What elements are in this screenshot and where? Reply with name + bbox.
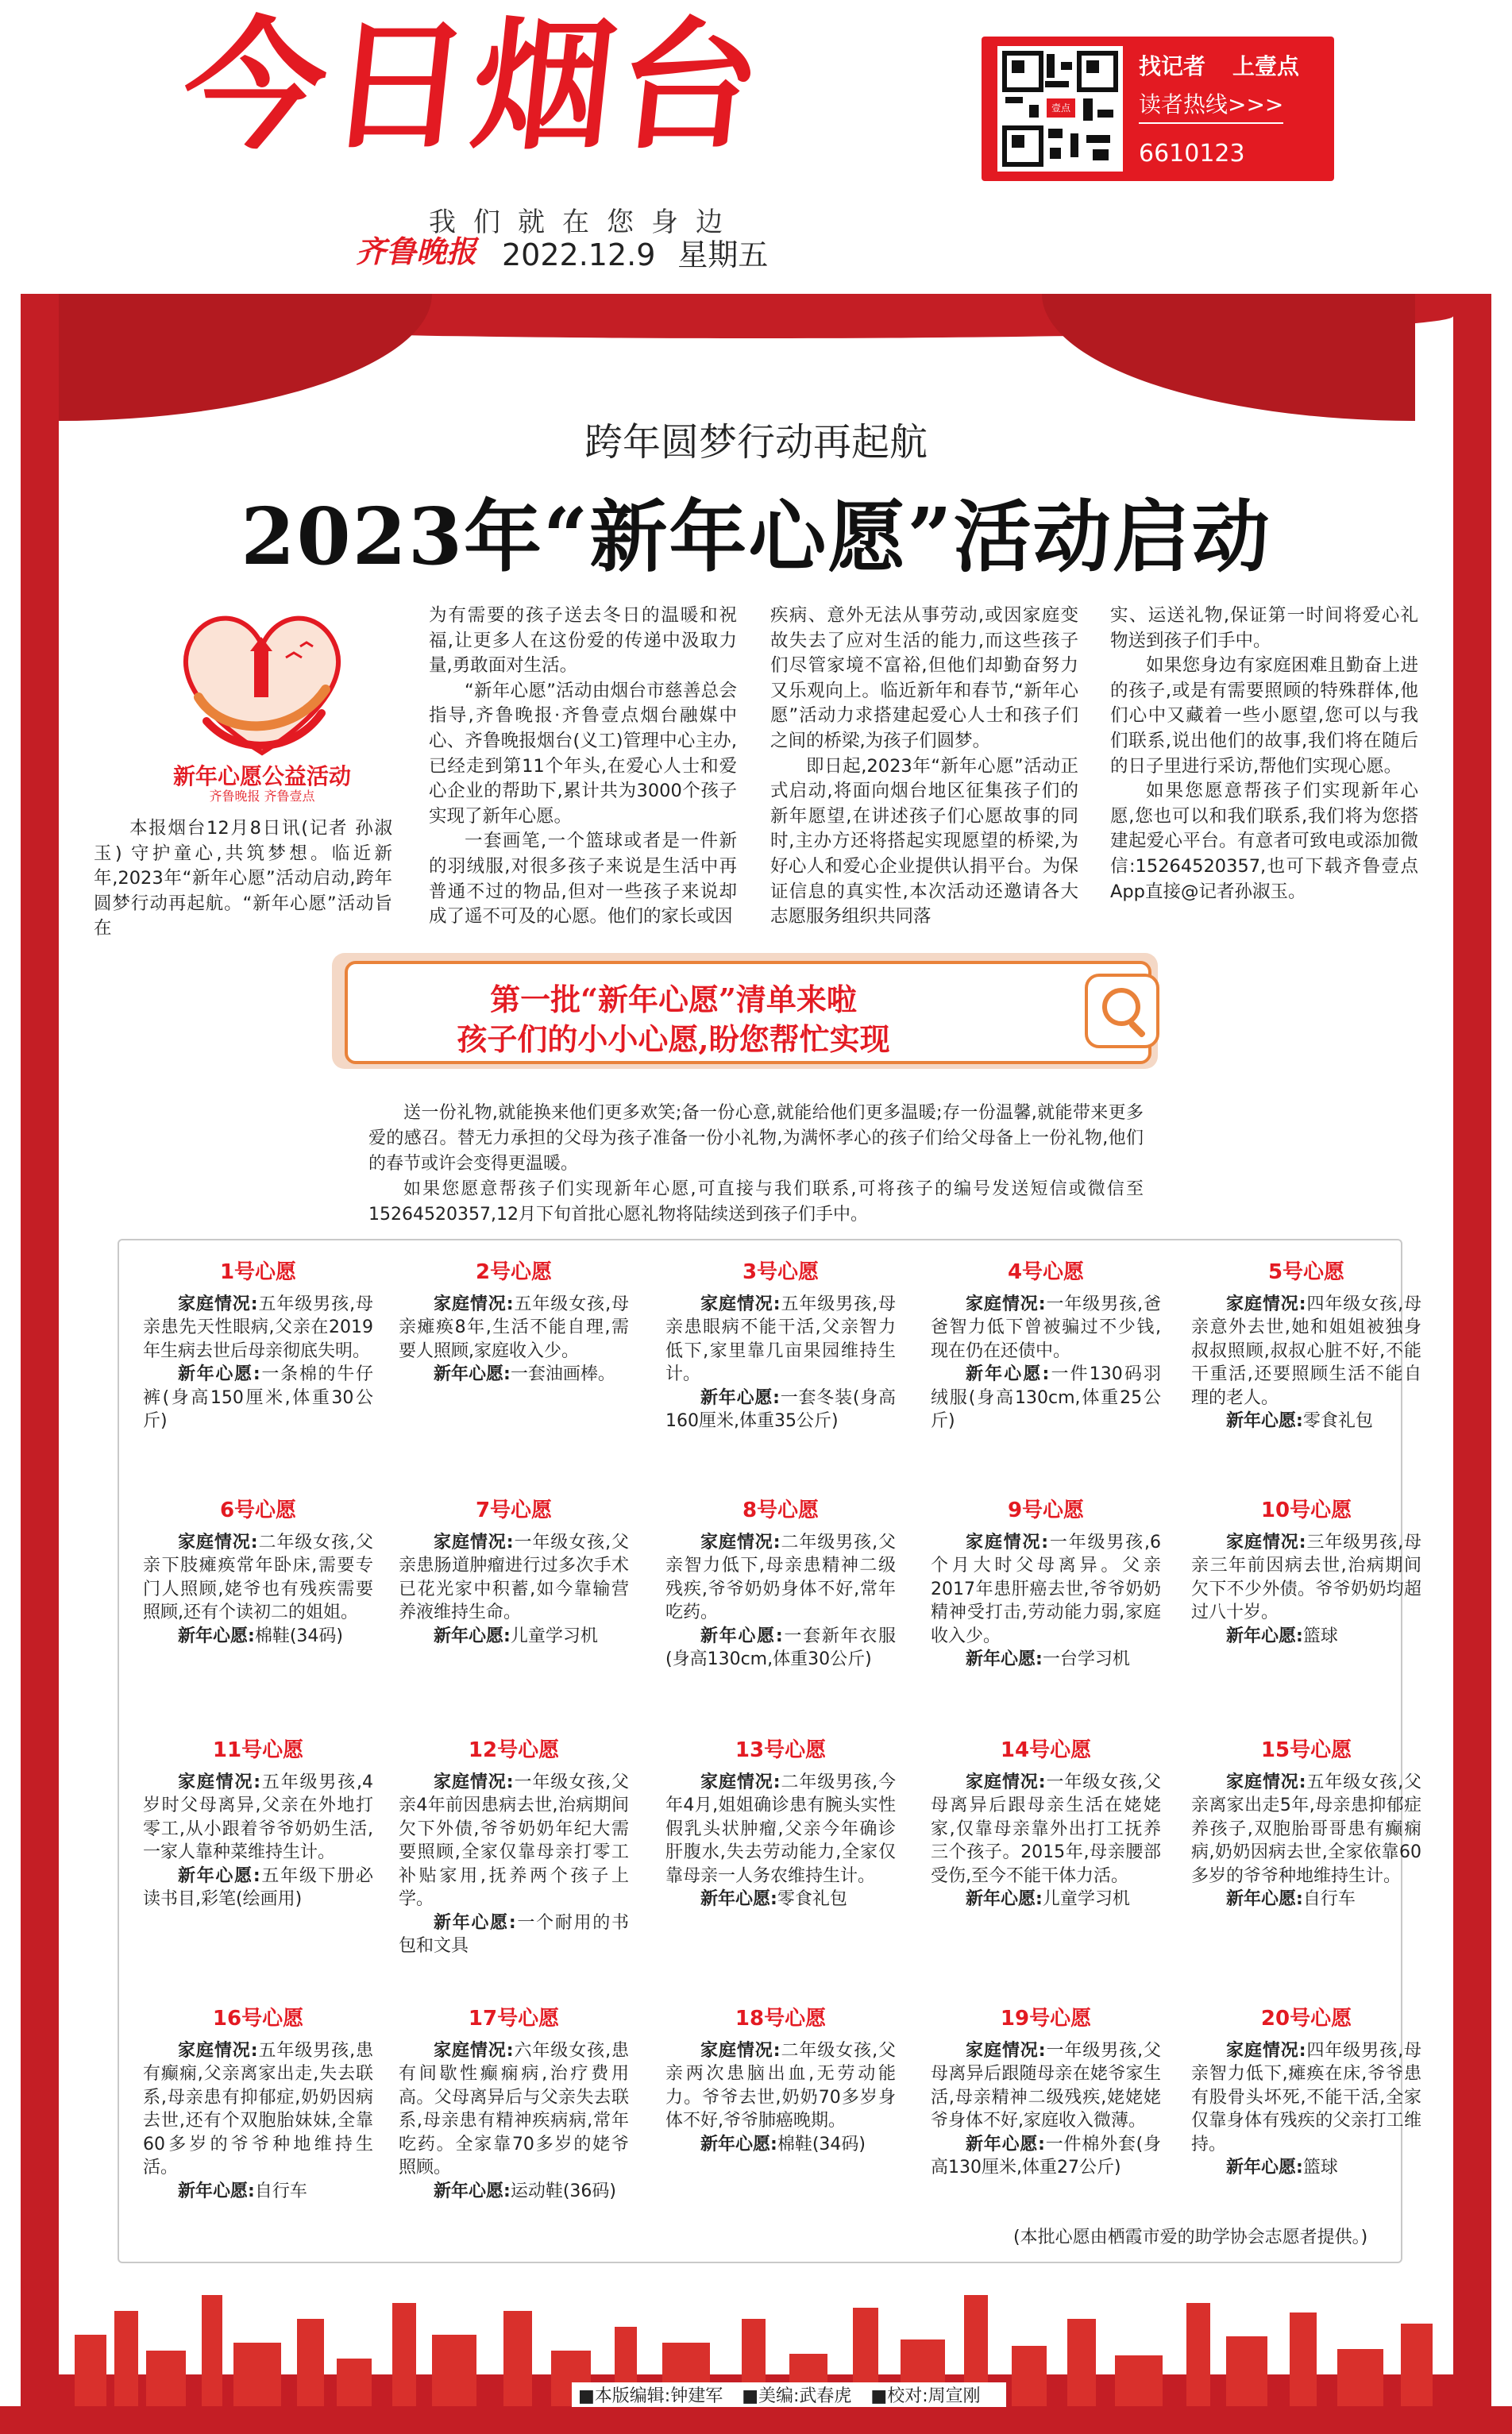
- wish-title: 7号心愿: [475, 1499, 553, 1522]
- wish-family: [665, 1771, 896, 1888]
- wish-text: 自行车: [254, 2181, 307, 2201]
- wish-label: 新年心愿:: [966, 1889, 1043, 1909]
- wish-label: 新年心愿:: [434, 1626, 511, 1646]
- wish-family: [143, 1771, 373, 1865]
- wish-item: [665, 1888, 896, 1911]
- wish-label: 新年心愿:: [966, 2134, 1045, 2154]
- family-label: 家庭情况:: [966, 1294, 1046, 1314]
- wish-title: 16号心愿: [212, 2007, 304, 2031]
- wish-card: [399, 2008, 629, 2203]
- wish-card: [931, 1739, 1161, 1911]
- family-text: 五年级女孩,父亲离家出走5年,母亲患抑郁症养孩子,双胞胎哥哥患有癫痫病,奶奶因病去世,全家依靠60多岁的爷爷种地维持生计。: [1191, 1772, 1421, 1886]
- family-label: 家庭情况:: [700, 1532, 781, 1553]
- wish-item: [931, 1363, 1161, 1433]
- family-label: 家庭情况:: [966, 2040, 1046, 2061]
- article-paragraph: 如果您身边有家庭困难且勤奋上进的孩子,或是有需要照顾的特殊群体,他们心中又藏着一些小愿望,您可以与我们联系,说出他们的故事,我们将在随后的日子里进行采访,帮他们实现心愿。: [1110, 655, 1418, 777]
- wish-card: [931, 1261, 1161, 1433]
- wish-text: 一套冬装(身高160厘米,体重35公斤): [665, 1387, 896, 1431]
- wish-family: [399, 1293, 629, 1364]
- family-text: 五年级男孩,母亲患眼病不能干活,父亲智力低下,家里靠几亩果园维持生计。: [665, 1294, 896, 1384]
- wish-card: [1191, 1499, 1421, 1648]
- article-subtitle: 跨年圆梦行动再起航: [584, 420, 928, 465]
- wish-title: 11号心愿: [212, 1738, 304, 1762]
- wish-card: [143, 1499, 373, 1648]
- wish-card: [399, 1739, 629, 1958]
- family-text: 一年级女孩,父亲患肠道肿瘤进行过多次手术已花光家中积蓄,如今靠输营养液维持生命。: [399, 1532, 629, 1622]
- article-paragraph: 即日起,2023年“新年心愿”活动正式启动,将面向烟台地区征集孩子们的新年愿望,在讲述孩子们心愿故事的同时,主办方还将搭起实现愿望的桥梁,为好心人和爱心企业提供认捐平台。为保证信息的真实性,本次活动还邀请各大志愿服务组织共同落: [770, 755, 1078, 928]
- wish-title: 5号心愿: [1267, 1260, 1345, 1284]
- wish-text: 一套新年衣服(身高130cm,体重30公斤): [665, 1626, 896, 1669]
- credit-proof: ■校对:周宣刚: [870, 2386, 981, 2406]
- wish-item: [931, 1888, 1161, 1911]
- wish-item: [143, 1363, 373, 1433]
- wish-text: 儿童学习机: [1042, 1889, 1130, 1909]
- contact-app: 上壹点: [1232, 53, 1300, 79]
- banner-line-1: 第一批“新年心愿”清单来啦: [490, 982, 857, 1017]
- wish-family: [143, 1531, 373, 1625]
- wish-label: 新年心愿:: [700, 2134, 777, 2154]
- page-credits: [572, 2382, 1006, 2407]
- issue-weekday: 星期五: [677, 237, 769, 272]
- wish-family: [143, 2039, 373, 2180]
- article-column-3: [770, 604, 1078, 930]
- family-text: 五年级男孩,母亲患先天性眼病,父亲在2019年生病去世后母亲彻底失明。: [143, 1294, 373, 1361]
- wish-family: [665, 1293, 896, 1387]
- wish-item: [143, 1625, 373, 1649]
- family-text: 五年级男孩,4岁时父母离异,父亲在外地打零工,从小跟着爷爷奶奶生活,一家人靠种菜维持生计。: [143, 1772, 373, 1862]
- wish-family: [1191, 2039, 1421, 2157]
- family-text: 五年级男孩,患有癫痫,父亲离家出走,失去联系,母亲患有抑郁症,奶奶因病去世,还有个双胞胎妹妹,全靠60多岁的爷爷种地维持生活。: [143, 2040, 373, 2177]
- wish-card: [665, 1739, 896, 1911]
- wish-text: 一套油画棒。: [510, 1364, 615, 1384]
- credit-editor: ■本版编辑:钟建军: [578, 2386, 723, 2406]
- wish-text: 一个耐用的书包和文具: [399, 1912, 629, 1956]
- article-headline: 2023年“新年心愿”活动启动: [241, 492, 1271, 583]
- family-text: 三年级男孩,母亲三年前因病去世,治病期间欠下不少外债。爷爷奶奶均超过八十岁。: [1191, 1532, 1421, 1622]
- wish-label: 新年心愿:: [434, 1364, 511, 1384]
- wish-item: [1191, 1888, 1421, 1911]
- wish-label: 新年心愿:: [434, 2181, 511, 2201]
- family-text: 四年级女孩,母亲意外去世,她和姐姐被独身叔叔照顾,叔叔心脏不好,不能干重活,还要照顾生活不能自理的老人。: [1191, 1294, 1421, 1408]
- article-paragraph: 本报烟台12月8日讯(记者 孙淑玉) 守护童心,共筑梦想。临近新年,2023年“新年心愿”活动启动,跨年圆梦行动再起航。“新年心愿”活动旨在: [94, 818, 392, 939]
- wish-title: 18号心愿: [735, 2007, 827, 2031]
- wish-label: 新年心愿:: [178, 1626, 255, 1646]
- article-paragraph: 如果您愿意帮孩子们实现新年心愿,您也可以和我们联系,我们将为您搭建起爱心平台。有意者可致电或添加微信:15264520357,也可下载齐鲁壹点App直接@记者孙淑玉。: [1110, 781, 1418, 902]
- banner-search-box: [345, 961, 1151, 1064]
- wish-family: [143, 1293, 373, 1364]
- wish-card: [399, 1261, 629, 1387]
- family-label: 家庭情况:: [700, 1772, 781, 1792]
- family-text: 五年级女孩,母亲瘫痪8年,生活不能自理,需要人照顾,家庭收入少。: [399, 1294, 629, 1361]
- wish-title: 12号心愿: [468, 1738, 560, 1762]
- page-footer-bar: [0, 2406, 1512, 2434]
- wish-item: [665, 1625, 896, 1672]
- wish-family: [665, 1531, 896, 1625]
- wish-family: [931, 2039, 1161, 2133]
- family-text: 二年级男孩,父亲智力低下,母亲患精神二级残疾,爷爷奶奶身体不好,常年吃药。: [665, 1532, 896, 1622]
- wish-title: 13号心愿: [735, 1738, 827, 1762]
- wish-label: 新年心愿:: [700, 1626, 783, 1646]
- heart-hands-icon: [175, 602, 349, 761]
- wish-family: [931, 1293, 1161, 1364]
- family-label: 家庭情况:: [434, 2040, 514, 2061]
- wish-label: 新年心愿:: [1226, 1411, 1303, 1431]
- wish-text: 篮球: [1302, 1626, 1338, 1646]
- slogan: 我们就在您身边: [429, 206, 740, 238]
- family-label: 家庭情况:: [966, 1532, 1049, 1553]
- intro-paragraph: 送一份礼物,就能换来他们更多欢笑;备一份心意,就能给他们更多温暖;存一份温馨,就能带来更多爱的感召。替无力承担的父母为孩子准备一份小礼物,为满怀孝心的孩子们给父母备上一份礼物,他们的春节或许会变得更温暖。: [368, 1103, 1144, 1174]
- family-label: 家庭情况:: [434, 1772, 514, 1792]
- wish-title: 19号心愿: [1000, 2007, 1092, 2031]
- wish-family: [1191, 1771, 1421, 1888]
- wish-title: 17号心愿: [468, 2007, 560, 2031]
- family-text: 一年级女孩,父母离异后跟母亲生活在姥姥家,仅靠母亲靠外出打工抚养三个孩子。2015年,母亲腰部受伤,至今不能干体力活。: [931, 1772, 1161, 1886]
- wish-item: [931, 2133, 1161, 2180]
- wish-title: 14号心愿: [1000, 1738, 1092, 1762]
- wish-family: [399, 1771, 629, 1911]
- article-column-1: [94, 816, 392, 942]
- wish-text: 一件130码羽绒服(身高130cm,体重25公斤): [931, 1364, 1161, 1431]
- wish-text: 运动鞋(36码): [510, 2181, 616, 2201]
- credit-art: ■美编:武春虎: [742, 2386, 852, 2406]
- family-label: 家庭情况:: [178, 1772, 261, 1792]
- wish-item: [665, 2133, 896, 2157]
- wish-text: 儿童学习机: [510, 1626, 598, 1646]
- dateline: [502, 230, 790, 274]
- family-text: 六年级女孩,患有间歇性癫痫病,治疗费用高。父母离异后与父亲失去联系,母亲患有精神疾病病,常年吃药。全家靠70多岁的姥爷照顾。: [399, 2040, 629, 2177]
- family-label: 家庭情况:: [1226, 1294, 1306, 1314]
- reader-hotline-number[interactable]: 6610123: [1139, 140, 1245, 168]
- wish-label: 新年心愿:: [434, 1912, 516, 1933]
- family-text: 一年级男孩,父母离异后跟随母亲在姥爷家生活,母亲精神二级残疾,姥姥姥爷身体不好,家庭收入微薄。: [931, 2040, 1161, 2131]
- wish-title: 2号心愿: [475, 1260, 553, 1284]
- masthead: [0, 0, 1512, 294]
- family-text: 一年级男孩,6个月大时父母离异。父亲2017年患肝癌去世,爷爷奶奶精神受打击,劳动能力弱,家庭收入少。: [931, 1532, 1161, 1646]
- wish-item: [399, 1363, 629, 1387]
- family-label: 家庭情况:: [178, 2040, 258, 2061]
- wish-text: 零食礼包: [1302, 1411, 1373, 1431]
- wish-card: [399, 1499, 629, 1648]
- family-text: 二年级女孩,父亲两次患脑出血,无劳动能力。爷爷去世,奶奶70多岁身体不好,爷爷肺癌晚期。: [665, 2040, 896, 2131]
- wish-card: [1191, 2008, 1421, 2180]
- family-text: 一年级男孩,爸爸智力低下曾被骗过不少钱,现在仍在还债中。: [931, 1294, 1161, 1361]
- wish-card: [665, 2008, 896, 2156]
- wish-family: [399, 1531, 629, 1625]
- wish-title: 10号心愿: [1260, 1499, 1352, 1522]
- wish-card: [931, 1499, 1161, 1672]
- article-paragraph: 为有需要的孩子送去冬日的温暖和祝福,让更多人在这份爱的传递中汲取力量,勇敢面对生活。: [429, 605, 737, 677]
- family-label: 家庭情况:: [434, 1532, 514, 1553]
- wish-title: 6号心愿: [219, 1499, 297, 1522]
- family-text: 二年级男孩,今年4月,姐姐确诊患有腕头实性假乳头状肿瘤,父亲今年确诊肝腹水,失去劳动能力,全家仅靠母亲一人务农维持生计。: [665, 1772, 896, 1886]
- qr-code-icon[interactable]: [997, 46, 1123, 172]
- wish-label: 新年心愿:: [966, 1649, 1043, 1669]
- banner-line-2: 孩子们的小小心愿,盼您帮忙实现: [457, 1021, 890, 1057]
- wish-title: 8号心愿: [742, 1499, 820, 1522]
- wish-card: [931, 2008, 1161, 2180]
- contact-line-1: [1139, 49, 1299, 81]
- article-paragraph: 实、运送礼物,保证第一时间将爱心礼物送到孩子们手中。: [1110, 605, 1418, 651]
- wish-text: 一条棉的牛仔裤(身高150厘米,体重30公斤): [143, 1364, 373, 1431]
- wish-title: 20号心愿: [1260, 2007, 1352, 2031]
- wish-item: [399, 1911, 629, 1958]
- wish-item: [143, 2180, 373, 2204]
- wish-text: 五年级下册必读书目,彩笔(绘画用): [143, 1865, 373, 1909]
- family-label: 家庭情况:: [1226, 2040, 1306, 2061]
- article-paragraph: 疾病、意外无法从事劳动,或因家庭变故失去了应对生活的能力,而这些孩子们尽管家境不富裕,但他们却勤奋努力又乐观向上。临近新年和春节,“新年心愿”活动力求搭建起爱心人士和孩子们之间的桥梁,为孩子们圆梦。: [770, 605, 1078, 751]
- wish-item: [931, 1648, 1161, 1672]
- article-paragraph: “新年心愿”活动由烟台市慈善总会指导,齐鲁晚报·齐鲁壹点烟台融媒中心、齐鲁晚报烟台(义工)管理中心主办,已经走到第11个年头,在爱心人士和爱心企业的帮助下,累计共为3000个孩子实现了新年心愿。: [429, 680, 737, 827]
- wish-family: [931, 1771, 1161, 1888]
- family-text: 四年级男孩,母亲智力低下,瘫痪在床,爷爷患有股骨头坏死,不能干活,全家仅靠身体有残疾的父亲打工维持。: [1191, 2040, 1421, 2154]
- wish-item: [399, 1625, 629, 1649]
- wish-label: 新年心愿:: [1226, 1889, 1303, 1909]
- wish-text: 棉鞋(34码): [777, 2134, 866, 2154]
- wish-item: [399, 2180, 629, 2204]
- wish-card: [1191, 1261, 1421, 1433]
- wish-label: 新年心愿:: [700, 1387, 780, 1408]
- intro-paragraph: 如果您愿意帮孩子们实现新年心愿,可直接与我们联系,可将孩子的编号发送短信或微信至15264520357,12月下旬首批心愿礼物将陆续送到孩子们手中。: [368, 1179, 1144, 1225]
- wish-label: 新年心愿:: [700, 1889, 777, 1909]
- wish-family: [1191, 1531, 1421, 1625]
- wish-family: [1191, 1293, 1421, 1410]
- wish-item: [143, 1865, 373, 1911]
- wish-text: 一台学习机: [1042, 1649, 1130, 1669]
- wish-title: 15号心愿: [1260, 1738, 1352, 1762]
- wish-text: 自行车: [1302, 1889, 1356, 1909]
- article-column-2: [429, 604, 737, 930]
- wish-title: 3号心愿: [742, 1260, 820, 1284]
- wish-item: [665, 1387, 896, 1433]
- family-label: 家庭情况:: [1226, 1772, 1306, 1792]
- wish-title: 4号心愿: [1007, 1260, 1085, 1284]
- paper-name: 齐鲁晚报: [356, 233, 477, 269]
- contact-find-reporter: 找记者: [1139, 53, 1206, 79]
- wish-card: [1191, 1739, 1421, 1911]
- family-text: 二年级女孩,父亲下肢瘫痪常年卧床,需要专门人照顾,姥爷也有残疾需要照顾,还有个读初二的姐姐。: [143, 1532, 373, 1622]
- wish-text: 篮球: [1302, 2158, 1338, 2177]
- wish-label: 新年心愿:: [966, 1364, 1050, 1384]
- wish-family: [665, 2039, 896, 2133]
- emblem-subtitle: 齐鲁晚报 齐鲁壹点: [209, 789, 315, 804]
- wish-title: 9号心愿: [1007, 1499, 1085, 1522]
- wish-card: [143, 1739, 373, 1911]
- family-label: 家庭情况:: [434, 1294, 514, 1314]
- wish-item: [1191, 1625, 1421, 1649]
- wish-title: 1号心愿: [219, 1260, 297, 1284]
- wish-card: [665, 1499, 896, 1672]
- wish-family: [399, 2039, 629, 2180]
- reader-hotline-label: 读者热线>>>: [1139, 87, 1283, 124]
- wish-label: 新年心愿:: [178, 1865, 260, 1886]
- family-label: 家庭情况:: [1226, 1532, 1306, 1553]
- family-text: 一年级女孩,父亲4年前因患病去世,治病期间欠下外债,爷爷奶奶年纪大需要照顾,全家仅靠母亲打零工补贴家用,抚养两个孩子上学。: [399, 1772, 629, 1909]
- wish-label: 新年心愿:: [178, 1364, 260, 1384]
- wish-card: [143, 2008, 373, 2203]
- search-icon[interactable]: [1085, 974, 1159, 1048]
- contact-box: [982, 37, 1334, 181]
- wish-list-intro: [368, 1101, 1144, 1228]
- article-paragraph: 一套画笔,一个篮球或者是一件新的羽绒服,对很多孩子来说是生活中再普通不过的物品,但对一些孩子来说却成了遥不可及的心愿。他们的家长或因: [429, 831, 737, 928]
- wish-label: 新年心愿:: [178, 2181, 255, 2201]
- article-column-4: [1110, 604, 1418, 905]
- qr-center-logo: 壹点: [1047, 98, 1075, 118]
- campaign-emblem: [143, 602, 381, 808]
- wish-list-banner: [332, 953, 1158, 1069]
- family-label: 家庭情况:: [178, 1294, 258, 1314]
- wish-text: 棉鞋(34码): [254, 1626, 343, 1646]
- wish-family: [931, 1531, 1161, 1649]
- wish-text: 零食礼包: [777, 1889, 847, 1909]
- family-label: 家庭情况:: [700, 2040, 781, 2061]
- wish-card: [665, 1261, 896, 1433]
- wish-card: [143, 1261, 373, 1433]
- family-label: 家庭情况:: [966, 1772, 1046, 1792]
- wish-item: [1191, 1410, 1421, 1433]
- wish-label: 新年心愿:: [1226, 2158, 1303, 2177]
- family-label: 家庭情况:: [178, 1532, 258, 1553]
- wish-item: [1191, 2156, 1421, 2180]
- issue-date: 2022.12.9: [502, 237, 656, 272]
- wish-credit: (本批心愿由栖霞市爱的助学协会志愿者提供。): [1013, 2228, 1368, 2247]
- family-label: 家庭情况:: [700, 1294, 781, 1314]
- emblem-title: 新年心愿公益活动: [172, 763, 351, 789]
- wish-text: 一件棉外套(身高130厘米,体重27公斤): [931, 2134, 1161, 2177]
- newspaper-logo: 今日烟台: [176, 4, 771, 168]
- wish-label: 新年心愿:: [1226, 1626, 1303, 1646]
